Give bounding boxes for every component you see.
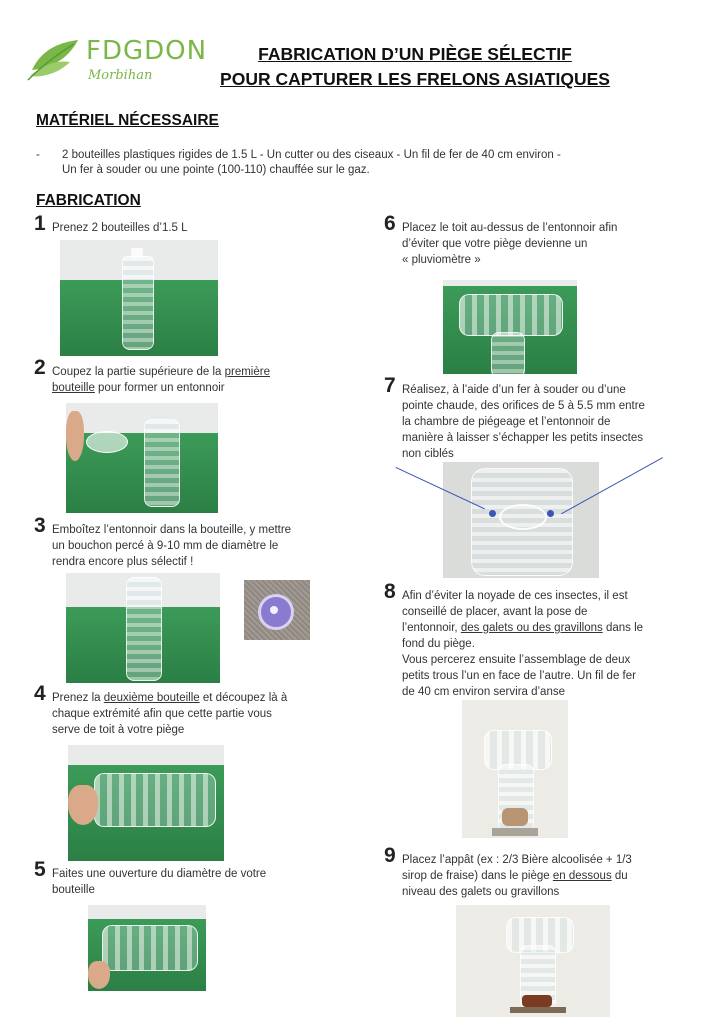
step-number: 4 [34,682,46,705]
step-4-photo [68,745,224,861]
fdgdon-logo [24,28,208,92]
step-6-photo [443,280,577,374]
page-title [200,42,630,92]
materiel-heading: MATÉRIEL NÉCESSAIRE [36,112,219,129]
step-6: 6 Placez le toit au-dessus de l’entonnoir afin d’éviter que votre piège devienne un « pluviomètre » [384,212,618,266]
logo-subtitle: Morbihan [88,68,153,83]
step-number: 2 [34,356,46,379]
fabrication-heading: FABRICATION [36,192,141,209]
step-number: 3 [34,514,46,537]
step-3: 3 Emboîtez l’entonnoir dans la bouteille, y mettre un bouchon percé à 9-10 mm de diamètre le rendra encore plus sélectif ! [34,514,292,568]
step-3-photo [66,573,220,683]
step-text: Prenez 2 bouteilles d’1.5 L [52,222,188,234]
step-5: 5 Faites une ouverture du diamètre de votre bouteille [34,858,267,896]
step-number: 1 [34,212,46,235]
step-8-photo [462,700,568,838]
list-dash: - [36,149,40,161]
step-8: 8 Afin d’éviter la noyade de ces insectes, il est conseillé de placer, avant la pose de l’entonnoir, des galets ou des gravillons dans le fond du piège. Vous percerez ensuite l’assemblage de deux petits trous l’un en face de l’autre. Un fil de fer de 40 cm environ servira d’anse [384,580,644,698]
step-2-photo [66,403,218,513]
step-7-photo [443,462,599,578]
step-5-photo [88,905,206,991]
step-9: 9 Placez l’appât (ex : 2/3 Bière alcoolisée + 1/3 sirop de fraise) dans le piège en dessous du niveau des galets ou gravillons [384,844,632,898]
step-9-photo [456,905,610,1017]
title-line-1: FABRICATION D’UN PIÈGE SÉLECTIF [258,44,572,64]
step-2: 2 Coupez la partie supérieure de la première bouteille pour former un entonnoir [34,356,270,394]
leaf-icon [24,30,84,90]
logo-brand: FDGDON [86,36,208,66]
step-number: 5 [34,858,46,881]
title-line-2: POUR CAPTURER LES FRELONS ASIATIQUES [220,69,610,89]
step-3-cap-photo [244,580,310,640]
step-1-photo [60,240,218,356]
step-1 [34,212,334,240]
step-4: 4 Prenez la deuxième bouteille et découpez là à chaque extrémité afin que cette partie vous serve de toit à votre piège [34,682,288,736]
step-number: 8 [384,580,396,603]
step-number: 6 [384,212,396,235]
step-7: 7 Réalisez, à l’aide d’un fer à souder ou d’une pointe chaude, des orifices de 5 à 5.5 mm entre la chambre de piégeage et l’entonnoir de manière à laisser s’échapper les petits insectes non ciblés [384,374,645,460]
materiel-line-1: 2 bouteilles plastiques rigides de 1.5 L - Un cutter ou des ciseaux - Un fil de fer de 40 cm environ - [62,149,561,161]
step-number: 7 [384,374,396,397]
materiel-line-2: Un fer à souder ou une pointe (100-110) chauffée sur le gaz. [62,164,370,176]
step-number: 9 [384,844,396,867]
